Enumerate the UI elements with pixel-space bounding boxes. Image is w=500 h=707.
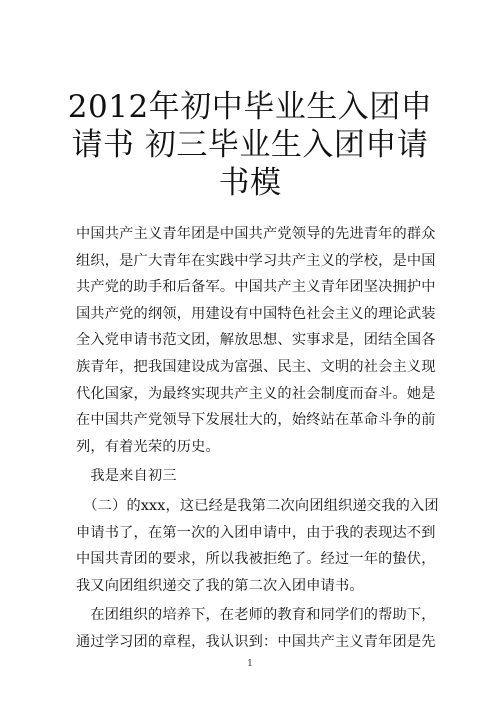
text-line: 在中国共产党领导下发展壮大的，始终站在革命斗争的前 bbox=[76, 412, 436, 429]
text-line: 代化国家，为最终实现共产主义的社会制度而奋斗。她是 bbox=[76, 385, 436, 402]
document-body bbox=[76, 221, 439, 656]
text-line: 中国共产主义青年团是中国共产党领导的先进青年的群众 bbox=[76, 226, 436, 242]
paragraph-intro bbox=[76, 221, 436, 460]
title-line: 请书 初三毕业生入团申请 bbox=[71, 127, 429, 163]
text-line: （二）的xxx，这已经是我第二次向团组织递交我的入团 bbox=[76, 497, 439, 514]
text-line: 组织，是广大青年在实践中学习共产主义的学校，是中国 bbox=[76, 252, 436, 269]
text-line: 全入党申请书范文团，解放思想、实事求是，团结全国各 bbox=[76, 332, 436, 349]
paragraph-second-application bbox=[76, 493, 439, 599]
text-line: 国共产党的纲领，用建设有中国特色社会主义的理论武装 bbox=[76, 305, 436, 322]
text-line: 在团组织的培养下，在老师的教育和同学们的帮助下， bbox=[76, 607, 436, 624]
text-line: 通过学习团的章程，我认识到：中国共产主义青年团是先 bbox=[76, 633, 436, 650]
title-line: 书模 bbox=[218, 165, 282, 201]
text-line: 我是来自初三 bbox=[76, 468, 177, 485]
text-line: 中国共青团的要求，所以我被拒绝了。经过一年的蛰伏， bbox=[76, 551, 436, 568]
text-line: 申请书了，在第一次的入团申请中，由于我的表现达不到 bbox=[76, 524, 436, 541]
title-line: 2012年初中毕业生入团申 bbox=[67, 89, 433, 125]
document-title bbox=[60, 88, 440, 202]
text-line: 列，有着光荣的历史。 bbox=[76, 438, 220, 455]
paragraph-from bbox=[76, 463, 426, 490]
page-number: 1 bbox=[247, 659, 253, 669]
text-line: 共产党的助手和后备军。中国共产主义青年团坚决拥护中 bbox=[76, 279, 436, 296]
text-line: 我又向团组织递交了我的第二次入团申请书。 bbox=[76, 577, 364, 594]
text-line: 族青年，把我国建设成为富强、民主、文明的社会主义现 bbox=[76, 358, 436, 375]
paragraph-training bbox=[76, 602, 436, 655]
